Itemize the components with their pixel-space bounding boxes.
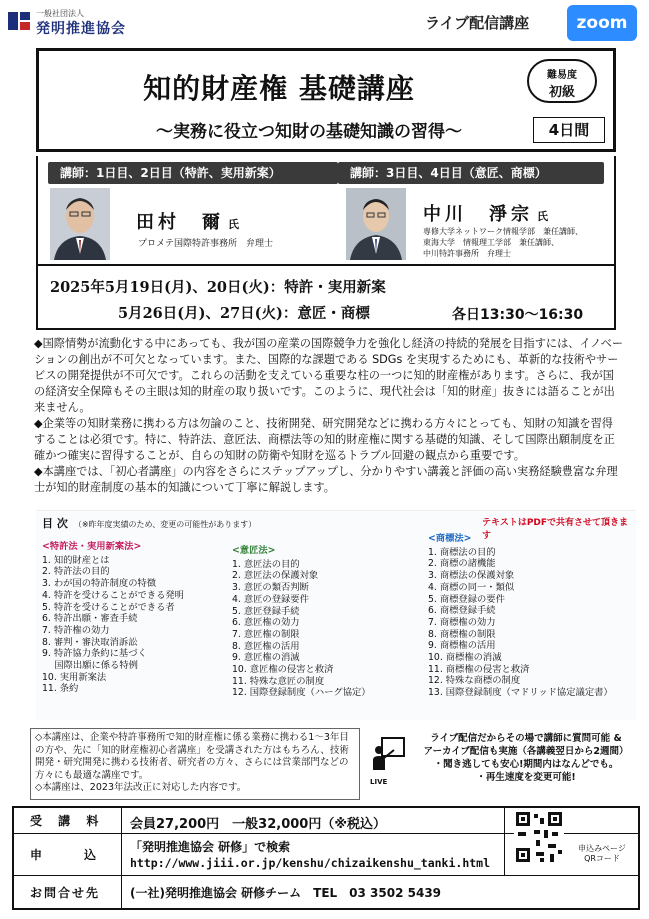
info-table	[12, 806, 640, 910]
list-item: 2. 意匠法の保護対象	[232, 570, 319, 582]
qr-label: 申込みページ QRコード	[578, 844, 626, 863]
list-item: 9. 意匠権の消滅	[232, 652, 300, 664]
note-line: ◇本講座は、2023年法改正に対応した内容です。	[35, 782, 247, 794]
person-icon	[50, 188, 110, 260]
list-item: 2. 特許法の目的	[42, 566, 110, 578]
list-item: 7. 意匠権の制限	[232, 628, 300, 640]
list-item: 国際出願に係る特例	[42, 660, 138, 672]
live-info-line: ・再生速度を変更可能!	[476, 772, 576, 783]
list-item: 2. 商標の諸機能	[428, 558, 496, 570]
difficulty-badge	[527, 59, 597, 103]
schedule-time: 各日13:30〜16:30	[452, 307, 584, 323]
list-item: 12. 特殊な商標の制度	[428, 675, 521, 687]
list-item: 5. 商標登録の要件	[428, 593, 505, 605]
page-title: 知的財産権 基礎講座	[143, 72, 415, 105]
contact-label: お問合せ先	[14, 876, 122, 908]
zoom-badge: zoom	[567, 5, 637, 41]
description-paragraph: ◆企業等の知財業務に携わる方は勿論のこと、技術開発、研究開発などに携わる方々にとっても、知財の知識を習得することは必須です。特に、特許法、意匠法、商標法等の知的財産権に関する基礎的知識、そして国際出願制度を正確かつ確実に習得することが、自らの知財の防衛や知財を巡るトラブル回避の観点から重要です。	[34, 417, 615, 462]
list-item: 4. 特許を受けることができる発明	[42, 589, 184, 601]
pdf-note: テキストはPDFで共有させて頂きます	[482, 518, 629, 541]
instructor-1-name-text: 田村 爾	[136, 212, 224, 233]
schedule-line-2: 5月26日(月)、27日(火)：意匠・商標	[118, 305, 370, 322]
list-item: 8. 審判・審決取消訴訟	[42, 636, 138, 648]
list-item: 13. 国際登録制度（マドリッド協定議定書）	[428, 687, 613, 699]
list-item: 10. 意匠権の侵害と救済	[232, 664, 334, 676]
list-item: 4. 商標の同一・類似	[428, 581, 515, 593]
instructor-1-org: プロメテ国際特許事務所 弁理士	[138, 239, 274, 249]
instructor-2-org	[423, 226, 583, 259]
outline-heading	[42, 515, 256, 531]
instructor-1-suffix: 氏	[228, 218, 239, 231]
patent-outline-title: <特許法・実用新案法>	[42, 541, 142, 552]
instructor-2-bar: 講師：3日目、4日目（意匠、商標）	[338, 162, 604, 184]
instructor-2-name	[423, 200, 548, 226]
instructor-1-bar: 講師：1日目、2日目（特許、実用新案）	[48, 162, 338, 184]
org-name: 発明推進協会	[36, 21, 126, 37]
notes-box	[30, 728, 360, 800]
list-item: 6. 商標登録手続	[428, 605, 496, 617]
live-info-line: ライブ配信だからその場で講師に質問可能 &	[430, 733, 622, 744]
design-outline	[232, 545, 432, 699]
org-logo	[8, 6, 158, 36]
apply-url-link[interactable]: http://www.jiii.or.jp/kenshu/chizaikenshu_tanki.html	[130, 856, 491, 870]
fee-label: 受 講 料	[14, 808, 122, 833]
live-info-line: アーカイブ配信も実施（各講義翌日から2週間）	[423, 746, 629, 757]
difficulty-value: 初級	[548, 85, 575, 100]
outline-heading-text: 目 次	[42, 517, 68, 530]
instructor-1-photo	[50, 188, 110, 260]
list-item: 7. 特許権の効力	[42, 624, 110, 636]
qr-code-icon[interactable]	[514, 810, 564, 866]
course-description	[34, 336, 624, 496]
list-item: 1. 知的財産とは	[42, 554, 110, 566]
schedule-line-1: 2025年5月19日(月)、20日(火)：特許・実用新案	[50, 279, 386, 296]
live-info-line: ・聞き逃しても安心!期間内はなんどでも。	[433, 759, 619, 770]
course-outline	[36, 510, 636, 720]
trademark-outline	[428, 533, 638, 699]
contact-row	[14, 876, 638, 908]
list-item: 7. 商標権の効力	[428, 616, 496, 628]
instructor-1-name	[136, 208, 239, 234]
org-logo-icon	[8, 10, 32, 32]
schedule-section	[36, 266, 616, 330]
instructors-section	[36, 156, 616, 266]
live-presenter-icon	[372, 736, 406, 772]
person-icon	[346, 188, 406, 260]
apply-label: 申 込	[14, 834, 122, 875]
live-info-lines	[414, 732, 638, 784]
list-item: 12. 国際登録制度（ハーグ協定）	[232, 687, 371, 699]
trademark-outline-title: <商標法>	[428, 533, 472, 544]
list-item: 10. 商標権の消滅	[428, 652, 502, 664]
apply-search-hint: 「発明推進協会 研修」で検索	[130, 840, 291, 854]
outline-heading-note: （※昨年度実績のため、変更の可能性があります）	[73, 520, 257, 529]
design-outline-title: <意匠法>	[232, 545, 276, 556]
list-item: 3. わが国の特許制度の特徴	[42, 578, 157, 590]
note-line: ◇本講座は、企業や特許事務所で知的財産権に係る業務に携わる1〜3年目の方や、先に「知的財産権初心者講座」を受講された方はもちろん、技術開発・研究開発に携わる技術者、研究者の方々、さらには営業部門などの方々にも最適な講座です。	[35, 732, 349, 781]
list-item: 5. 意匠登録手続	[232, 605, 300, 617]
list-item: 3. 商標法の保護対象	[428, 570, 515, 582]
page-subtitle: 〜実務に役立つ知財の基礎知識の習得〜	[156, 122, 462, 142]
list-item: 9. 商標権の活用	[428, 640, 496, 652]
list-item: 3. 意匠の類否判断	[232, 582, 309, 594]
live-info	[370, 730, 640, 800]
fee-value: 会員27,200円 一般32,000円（※税込）	[130, 817, 386, 832]
instructor-2-org-line: 中川特許事務所 弁理士	[423, 249, 511, 258]
patent-outline	[42, 541, 232, 695]
list-item: 4. 意匠の登録要件	[232, 593, 309, 605]
contact-value: (一社)発明推進協会 研修チーム TEL 03 3502 5439	[130, 886, 442, 900]
list-item: 8. 商標権の制限	[428, 628, 496, 640]
list-item: 1. 商標法の目的	[428, 546, 496, 558]
description-paragraph: ◆本講座では、「初心者講座」の内容をさらにステップアップし、分かりやすい講義と評価の高い実務経験豊富な弁理士が知的財産制度の基本的知識について丁寧に解説します。	[34, 465, 618, 494]
list-item: 11. 商標権の侵害と救済	[428, 663, 530, 675]
list-item: 11. 特殊な意匠の制度	[232, 675, 325, 687]
list-item: 6. 意匠権の効力	[232, 617, 300, 629]
instructor-2-photo	[346, 188, 406, 260]
days-badge: 4日間	[533, 117, 605, 143]
description-paragraph: ◆国際情勢が流動化する中にあっても、我が国の産業の国際競争力を強化し経済の持続的発展を目指すには、イノベーションの創出が不可欠となっています。また、国際的な課題である SDGs を実現するためにも、革新的な技術やサービスの開発提供が不可欠です。これらの活動を支えている重要な柱の一つに知的財産権があります。さらに、我が国の経済安全保障もその主眼は知的財産の取り扱いです。このように、現代社会は「知的財産」抜きには語ることが出来ません。	[34, 337, 624, 414]
live-tag: LIVE	[370, 778, 388, 786]
list-item: 1. 意匠法の目的	[232, 558, 300, 570]
list-item: 10. 実用新案法	[42, 671, 107, 683]
instructor-2-suffix: 氏	[537, 210, 548, 223]
instructor-2-org-line: 東海大学 情報理工学部 兼任講師、	[423, 238, 559, 247]
list-item: 9. 特許協力条約に基づく	[42, 648, 147, 660]
list-item: 8. 意匠権の活用	[232, 640, 300, 652]
list-item: 11. 条約	[42, 683, 79, 695]
difficulty-label: 難易度	[547, 70, 577, 81]
list-item: 5. 特許を受けることができる者	[42, 601, 175, 613]
instructor-2-name-text: 中川 淨宗	[423, 204, 533, 225]
list-item: 6. 特許出願・審査手続	[42, 613, 138, 625]
title-box	[36, 48, 616, 152]
org-small-label: 一般社団法人	[36, 9, 84, 18]
live-course-label: ライブ配信講座	[425, 14, 530, 32]
instructor-2-org-line: 専修大学ネットワーク情報学部 兼任講師、	[423, 227, 583, 236]
